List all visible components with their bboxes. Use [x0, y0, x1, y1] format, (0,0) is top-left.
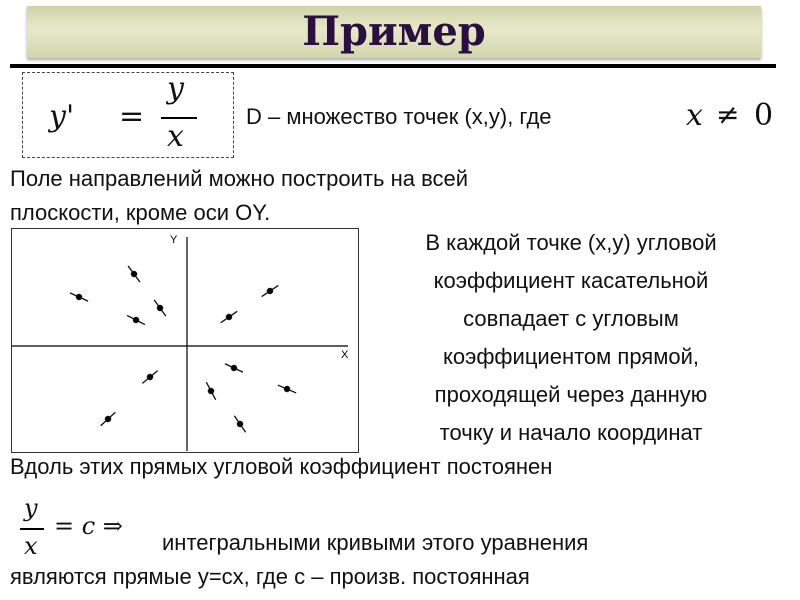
- y-axis-label: Y: [170, 234, 178, 246]
- equation-lhs: y': [49, 99, 75, 134]
- direction-point: [237, 421, 242, 426]
- direction-point: [226, 314, 231, 319]
- conclusion-text: являются прямые y=cx, где c – произв. постоянная: [10, 564, 530, 589]
- right-text-line1: В каждой точке (x,y) угловой: [425, 230, 717, 255]
- direction-field-svg: [12, 229, 358, 452]
- equation-box: [22, 72, 234, 158]
- result-fraction-bar: [20, 528, 44, 530]
- right-text-line4: коэффициентом прямой,: [443, 344, 699, 369]
- right-text-line5: проходящей через данную: [434, 382, 708, 407]
- domain-text: D – множество точек (x,y), где: [246, 104, 552, 129]
- title-divider: [10, 64, 776, 68]
- result-rhs: = c ⇒: [54, 512, 123, 540]
- direction-point: [147, 374, 152, 379]
- direction-point: [133, 317, 138, 322]
- direction-point: [284, 386, 289, 391]
- field-text-line1: Поле направлений можно построить на всей: [10, 166, 469, 191]
- result-denominator: x: [24, 532, 38, 560]
- right-text-line6: точку и начало координат: [439, 420, 703, 445]
- not-equal-sign: ≠: [716, 98, 740, 131]
- page-title: Пример: [302, 8, 486, 55]
- direction-point: [267, 288, 272, 293]
- direction-point: [76, 294, 81, 299]
- direction-point: [105, 416, 110, 421]
- direction-point: [231, 365, 236, 370]
- direction-point: [208, 388, 213, 393]
- equation-equals: =: [119, 99, 145, 134]
- right-text-line3: совпадает с угловым: [463, 306, 679, 331]
- right-text-line2: коэффициент касательной: [433, 268, 709, 293]
- direction-field-graph: [11, 228, 359, 453]
- equation-denominator: x: [167, 119, 184, 154]
- result-numerator: y: [24, 494, 38, 522]
- title-bar: [27, 6, 761, 58]
- direction-point: [131, 271, 136, 276]
- domain-value: 0: [754, 98, 774, 133]
- integral-curves-text: интегральными кривыми этого уравнения: [162, 530, 589, 555]
- constant-slope-text: Вдоль этих прямых угловой коэффициент постоянен: [10, 454, 553, 479]
- direction-point: [157, 305, 162, 310]
- x-axis-label: X: [341, 349, 349, 361]
- field-text-line2: плоскости, кроме оси OY.: [10, 200, 271, 225]
- domain-var: x: [686, 98, 703, 133]
- equation-numerator: y: [167, 71, 184, 106]
